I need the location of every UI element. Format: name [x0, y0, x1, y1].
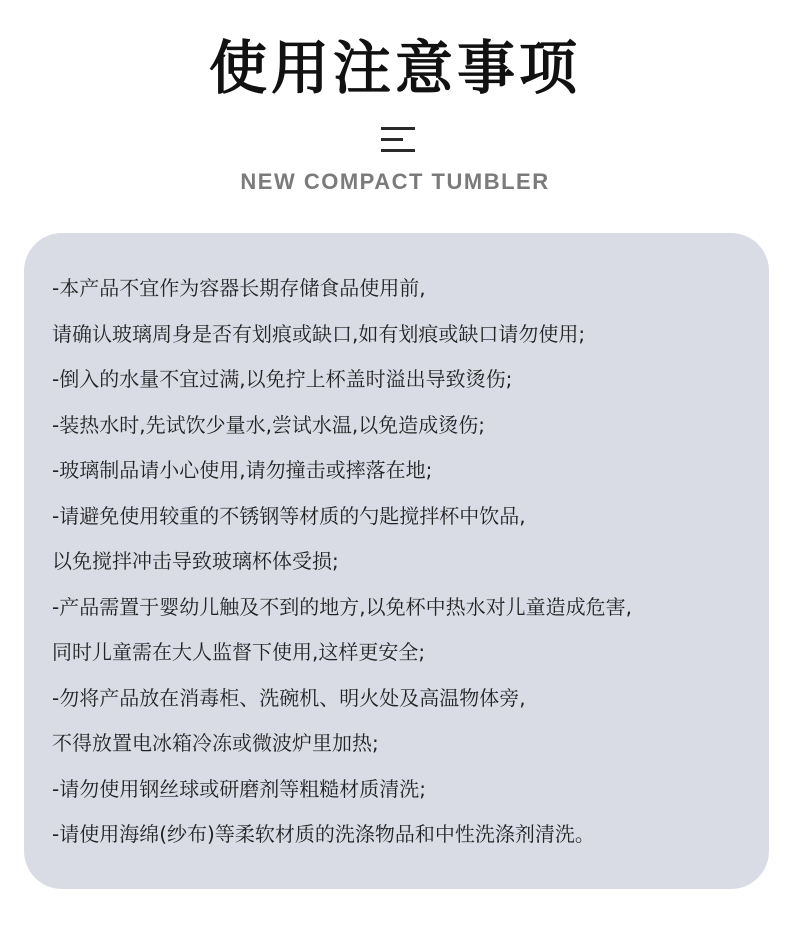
note-line: 同时儿童需在大人监督下使用,这样更安全; — [52, 640, 426, 664]
notes-list — [52, 266, 762, 858]
divider-bar-top — [381, 127, 415, 130]
note-line: -勿将产品放在消毒柜、洗碗机、明火处及高温物体旁, — [52, 685, 526, 710]
page-title: 使用注意事项 — [208, 34, 581, 102]
note-line: -请使用海绵(纱布)等柔软材质的洗涤物品和中性洗涤剂清洗。 — [52, 822, 595, 846]
note-line: -本产品不宜作为容器长期存储食品使用前, — [52, 276, 426, 300]
note-line: -玻璃制品请小心使用,请勿撞击或摔落在地; — [52, 458, 433, 482]
note-line: -装热水时,先试饮少量水,尝试水温,以免造成烫伤; — [52, 412, 486, 437]
page-subtitle: NEW COMPACT TUMBLER — [240, 169, 550, 194]
note-line: -请勿使用钢丝球或研磨剂等粗糙材质清洗; — [52, 776, 426, 801]
note-line: 不得放置电冰箱冷冻或微波炉里加热; — [52, 731, 379, 755]
note-line: -倒入的水量不宜过满,以免拧上杯盖时溢出导致烫伤; — [52, 367, 513, 391]
note-line: -请避免使用较重的不锈钢等材质的勺匙搅拌杯中饮品, — [52, 503, 526, 528]
note-line: -产品需置于婴幼儿触及不到的地方,以免杯中热水对儿童造成危害, — [52, 594, 632, 619]
note-line: 请确认玻璃周身是否有划痕或缺口,如有划痕或缺口请勿使用; — [52, 321, 586, 346]
note-line: 以免搅拌冲击导致玻璃杯体受损; — [52, 549, 339, 573]
three-bar-menu-icon — [381, 127, 415, 153]
divider-bar-middle — [381, 138, 403, 141]
divider-bar-bottom — [381, 149, 415, 152]
